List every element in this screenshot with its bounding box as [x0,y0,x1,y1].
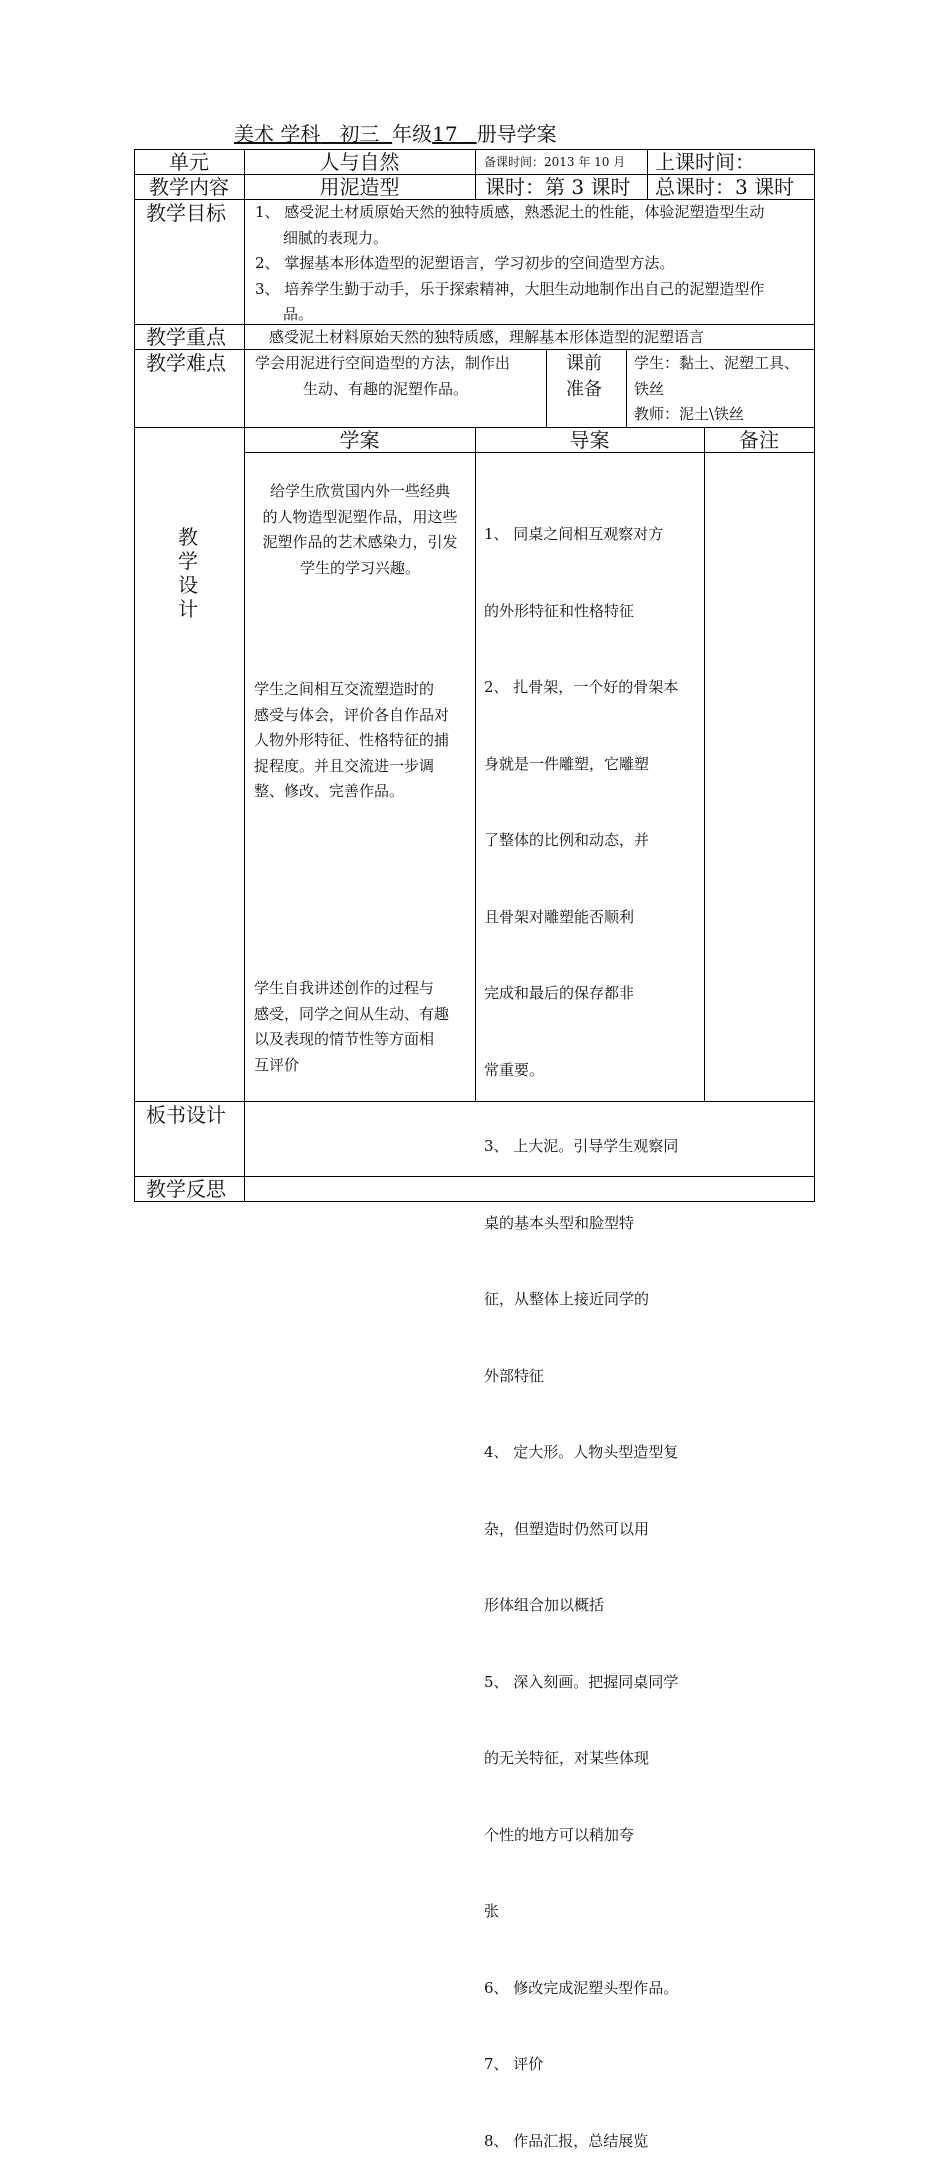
daoan-line: 个性的地方可以稍加夸 [484,1825,635,1844]
col-divider [647,149,648,200]
xuean-header: 学案 [339,428,380,452]
daoan-line: 且骨架对雕塑能否顺利 [484,907,635,926]
daoan-list [484,471,678,2180]
reflection-label: 教学反思 [146,1177,226,1201]
design-label-char: 教 [178,525,198,549]
daoan-line: 6、 修改完成泥塑头型作品。 [484,1978,679,1997]
prep-materials [634,351,799,428]
daoan-line: 3、 上大泥。引导学生观察同 [484,1137,679,1155]
daoan-line: 的外形特征和性格特征 [484,601,635,620]
daoan-line: 7、 评价 [484,2055,544,2073]
daoan-line: 外部特征 [484,1366,545,1385]
title-volume-suffix: 册导学案 [476,122,557,146]
difficulty-line: 生动、有趣的泥塑作品。 [303,379,469,398]
difficulty-label: 教学难点 [146,351,226,375]
daoan-line: 身就是一件雕塑，它雕塑 [484,754,650,773]
col-divider [475,427,476,1102]
col-divider [626,349,627,428]
prep-label-line: 准备 [566,378,602,400]
daoan-line: 形体组合加以概括 [484,1596,605,1614]
daoan-header: 导案 [569,428,610,452]
col-divider [475,149,476,200]
objectives-list [255,200,764,328]
total-periods: 总课时：3 课时 [655,175,795,199]
design-label-char: 学 [178,549,198,573]
title-subject: 美术 学科 [234,122,321,146]
label-column-divider [244,149,245,1202]
class-time-label: 上课时间： [655,150,755,174]
daoan-line: 2、 扎骨架，一个好的骨架本 [484,678,679,696]
daoan-line: 张 [484,1902,500,1920]
title-volume: 17 [432,122,458,146]
daoan-line: 的无关特征，对某些体现 [484,1749,650,1767]
prep-time: 备课时间：2013 年 10 月 [484,155,626,169]
prep-line: 学生：黏土、泥塑工具、 [634,354,800,372]
prep-line: 铁丝 [634,379,665,398]
design-label [178,525,198,621]
objective-item: 2、 掌握基本形体造型的泥塑语言，学习初步的空间造型方法。 [255,254,675,272]
daoan-line: 杂，但塑造时仍然可以用 [484,1519,650,1538]
daoan-line: 4、 定大形。人物头型造型复 [484,1443,679,1461]
objective-item-cont: 品。 [283,305,314,323]
content-label: 教学内容 [149,175,229,199]
title-grade: 初三 [339,122,380,146]
prep-label [566,351,602,402]
xuean-block-3: 学生自我讲述创作的过程与 感受，同学之间从生动、有趣 以及表现的情节性等方面相 互评价 [254,979,450,1074]
objectives-label: 教学目标 [146,201,226,225]
objective-item-cont: 细腻的表现力。 [283,228,389,247]
daoan-line: 5、 深入刻画。把握同桌同学 [484,1672,679,1691]
col-divider [704,427,705,1102]
board-design-label: 板书设计 [146,1103,226,1127]
daoan-line: 桌的基本头型和脸型特 [484,1213,635,1232]
unit-value: 人与自然 [319,150,400,174]
xuean-block-1: 给学生欣赏国内外一些经典 的人物造型泥塑作品，用这些 泥塑作品的艺术感染力，引发 学生的学习兴趣。 [262,482,458,577]
daoan-line: 常重要。 [484,1060,545,1079]
table-border-left [134,149,135,1202]
daoan-line: 1、 同桌之间相互观察对方 [484,525,664,543]
key-point-value: 感受泥土材料原始天然的独特质感，理解基本形体造型的泥塑语言 [269,328,705,346]
prep-label-line: 课前 [566,353,602,374]
beizhu-header: 备注 [739,428,779,452]
objective-item: 3、 培养学生勤于动手，乐于探索精神，大胆生动地制作出自己的泥塑造型作 [255,279,765,298]
daoan-line: 8、 作品汇报，总结展览 [484,2131,649,2150]
difficulty-line: 学会用泥进行空间造型的方法，制作出 [255,354,511,372]
daoan-line: 完成和最后的保存都非 [484,984,635,1002]
col-divider [546,349,547,428]
title-grade-suffix: 年级 [392,122,433,146]
objective-item: 1、 感受泥土材质原始天然的独特质感，熟悉泥土的性能，体验泥塑造型生动 [255,203,765,221]
difficulty-text [255,351,510,402]
table-border-bottom [134,1201,815,1202]
design-label-char: 计 [178,597,198,621]
daoan-line: 征，从整体上接近同学的 [484,1290,650,1308]
xuean-block-2: 学生之间相互交流塑造时的 感受与体会，评价各自作品对 人物外形特征、性格特征的捕 捉程度。并且交流进一步调 整、修改、完善作品。 [254,680,450,800]
key-point-label: 教学重点 [146,325,226,349]
content-value: 用泥造型 [319,175,400,199]
row-divider [134,1176,815,1177]
design-label-char: 设 [178,573,198,597]
lesson-period: 课时：第 3 课时 [485,175,631,199]
prep-line: 教师：泥土\铁丝 [634,405,745,423]
daoan-line: 了整体的比例和动态，并 [484,831,650,849]
unit-label: 单元 [169,150,209,174]
table-border-right [814,149,815,1202]
